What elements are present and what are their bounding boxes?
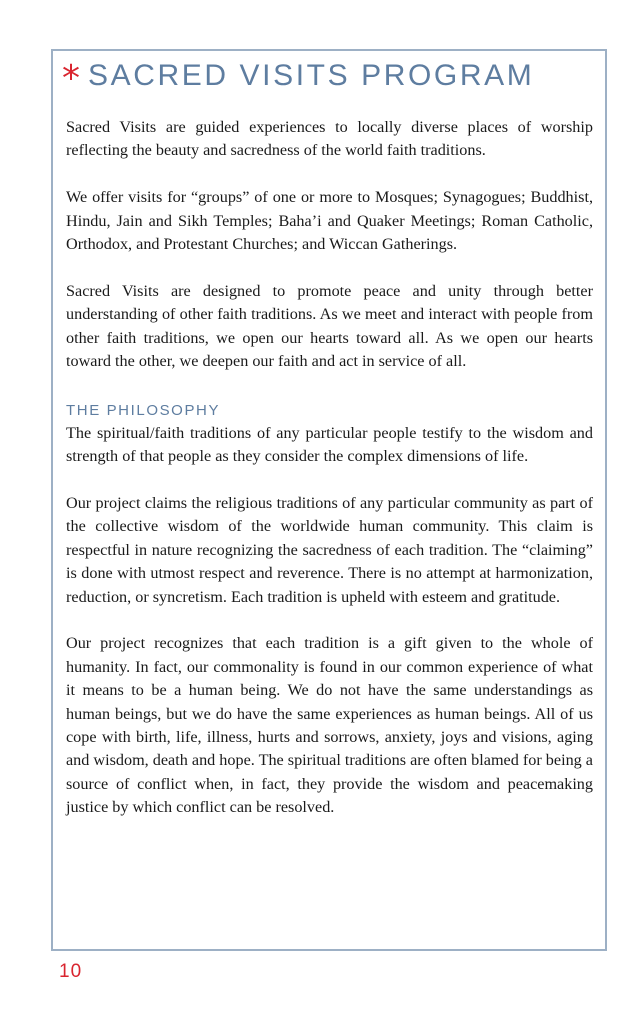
- page-title: SACRED VISITS PROGRAM: [88, 59, 535, 92]
- section-heading-philosophy: THE PHILOSOPHY: [66, 401, 221, 419]
- intro-paragraph-2: We offer visits for “groups” of one or more to Mosques; Synagogues; Buddhist, Hindu, Jain and Sikh Temples; Baha’i and Quaker Meetings; Roman Catholic, Orthodox, and Protestant Churches; and Wiccan Gatherings.: [66, 188, 593, 254]
- philosophy-paragraph-2: Our project claims the religious traditions of any particular community as part of the collective wisdom of the worldwide human community. This claim is respectful in nature recognizing the sacredness of each tradition. The “claiming” is done with utmost respect and reverence. There is no attempt at harmonization, reduction, or syncretism. Each tradition is upheld with esteem and gratitude.: [66, 494, 593, 606]
- philosophy-paragraph-3: Our project recognizes that each tradition is a gift given to the whole of humanity. In fact, our commonality is found in our common experience of what it means to be a human being. We do not have the same understandings as human beings, but we do have the same experiences as human beings. All of us cope with birth, life, illness, hurts and sorrows, anxiety, joys and visions, aging and wisdom, death and hope. The spiritual traditions are often blamed for being a source of conflict when, in fact, they provide the wisdom and peacemaking justice by which conflict can be resolved.: [66, 634, 593, 817]
- intro-paragraph-3: Sacred Visits are designed to promote peace and unity through better understanding of other faith traditions. As we meet and interact with people from other faith traditions, we open our hearts toward all. As we open our hearts toward the other, we deepen our faith and act in service of all.: [66, 281, 593, 371]
- page-header: [62, 58, 535, 99]
- article-body: [66, 116, 593, 820]
- intro-paragraph-1: Sacred Visits are guided experiences to locally diverse places of worship reflecting the beauty and sacredness of the world faith traditions.: [66, 118, 593, 160]
- asterisk-icon: *: [62, 58, 80, 99]
- philosophy-paragraph-1: The spiritual/faith traditions of any particular people testify to the wisdom and strength of that people as they consider the complex dimensions of life.: [66, 423, 593, 466]
- page-number: 10: [59, 961, 83, 982]
